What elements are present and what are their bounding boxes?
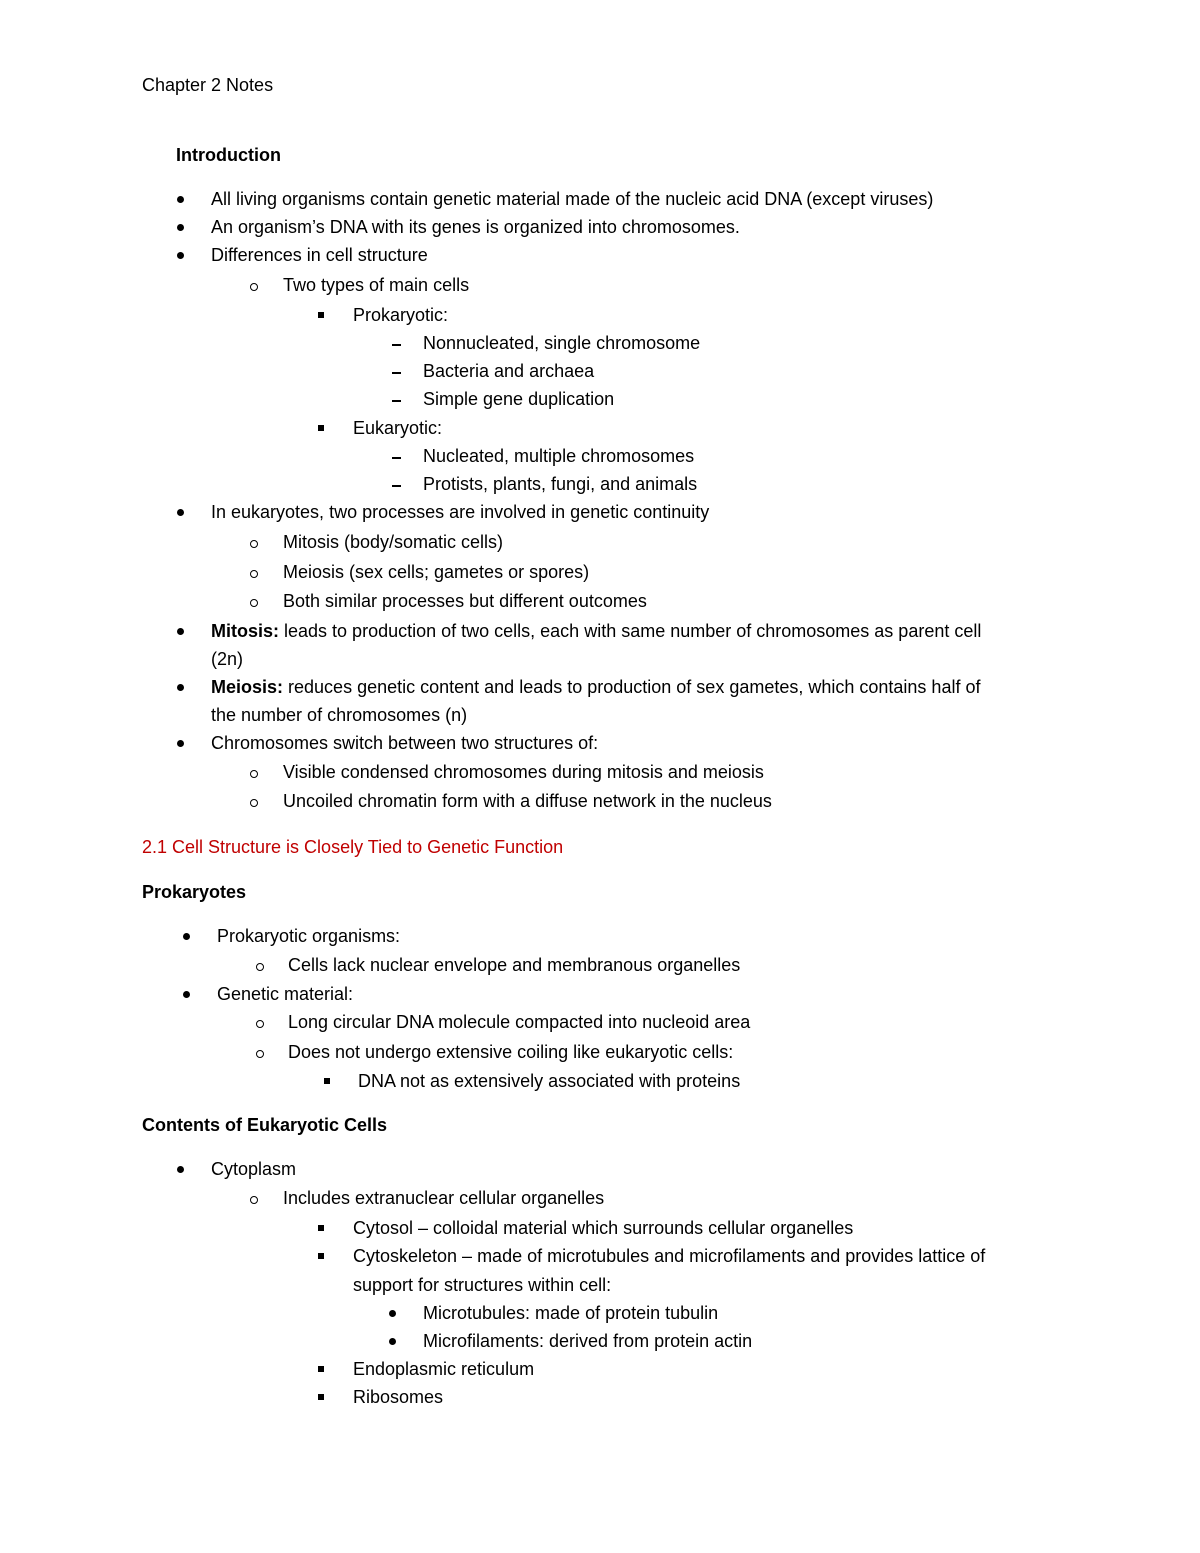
prokaryotes-bullet-2-sub-2: Does not undergo extensive coiling like eukaryotic cells: xyxy=(288,1042,734,1062)
bullet-dot xyxy=(177,252,184,259)
cytoskeleton-item: Cytoskeleton – made of microtubules and microfilaments and provides lattice of xyxy=(353,1246,986,1266)
meiosis-term: Meiosis: xyxy=(211,677,284,697)
prokaryotic-detail-3: Simple gene duplication xyxy=(423,389,615,409)
bullet-dash xyxy=(392,372,401,374)
ribosomes-item: Ribosomes xyxy=(353,1387,444,1407)
mitosis-term: Mitosis: xyxy=(211,621,280,641)
mitosis-bullet-cont: (2n) xyxy=(211,649,244,669)
prokaryotes-heading: Prokaryotes xyxy=(142,882,247,902)
endoplasmic-reticulum-item: Endoplasmic reticulum xyxy=(353,1359,535,1379)
cytoplasm-sub-1: Includes extranuclear cellular organelles xyxy=(283,1188,605,1208)
bullet-ring xyxy=(250,799,258,807)
intro-bullet-4-sub-1: Mitosis (body/somatic cells) xyxy=(283,532,504,552)
page-title: Chapter 2 Notes xyxy=(142,75,274,95)
eukaryotic-detail-2: Protists, plants, fungi, and animals xyxy=(423,474,698,494)
bullet-dot xyxy=(177,684,184,691)
meiosis-bullet xyxy=(211,676,980,698)
bullet-dash xyxy=(392,457,401,459)
bullet-dot xyxy=(183,991,190,998)
bullet-square xyxy=(318,1225,324,1231)
bullet-square xyxy=(318,1253,324,1259)
bullet-dash xyxy=(392,485,401,487)
intro-bullet-4-sub-3: Both similar processes but different outcomes xyxy=(283,591,647,611)
bullet-ring xyxy=(250,283,258,291)
intro-bullet-2: An organism’s DNA with its genes is organized into chromosomes. xyxy=(211,217,740,237)
prokaryotic-label: Prokaryotic: xyxy=(353,305,449,325)
bullet-dash xyxy=(392,344,401,346)
bullet-square xyxy=(318,1394,324,1400)
bullet-dot xyxy=(183,933,190,940)
meiosis-definition: reduces genetic content and leads to production of sex gametes, which contains half of xyxy=(283,677,981,697)
bullet-dot xyxy=(389,1338,396,1345)
section-heading: 2.1 Cell Structure is Closely Tied to Genetic Function xyxy=(142,837,564,857)
bullet-dot xyxy=(177,740,184,747)
prokaryotes-bullet-1: Prokaryotic organisms: xyxy=(217,926,401,946)
bullet-square xyxy=(318,425,324,431)
prokaryotic-detail-2: Bacteria and archaea xyxy=(423,361,595,381)
prokaryotes-bullet-2-sub-2-detail: DNA not as extensively associated with proteins xyxy=(358,1071,741,1091)
meiosis-bullet-cont: the number of chromosomes (n) xyxy=(211,705,468,725)
bullet-dot xyxy=(389,1310,396,1317)
bullet-ring xyxy=(256,1050,264,1058)
bullet-ring xyxy=(250,570,258,578)
intro-heading: Introduction xyxy=(176,145,281,165)
eukaryotic-detail-1: Nucleated, multiple chromosomes xyxy=(423,446,695,466)
bullet-ring xyxy=(256,1020,264,1028)
intro-bullet-3-sub-1: Two types of main cells xyxy=(283,275,470,295)
cytosol-item: Cytosol – colloidal material which surrounds cellular organelles xyxy=(353,1218,854,1238)
bullet-square xyxy=(324,1078,330,1084)
prokaryotes-bullet-2-sub-1: Long circular DNA molecule compacted into nucleoid area xyxy=(288,1012,751,1032)
intro-bullet-7: Chromosomes switch between two structures of: xyxy=(211,733,599,753)
bullet-dash xyxy=(392,400,401,402)
bullet-dot xyxy=(177,628,184,635)
cytoskeleton-item-cont: support for structures within cell: xyxy=(353,1275,612,1295)
prokaryotes-bullet-1-sub-1: Cells lack nuclear envelope and membranous organelles xyxy=(288,955,741,975)
bullet-dot xyxy=(177,1166,184,1173)
mitosis-bullet xyxy=(211,620,981,642)
intro-bullet-3: Differences in cell structure xyxy=(211,245,428,265)
bullet-ring xyxy=(250,599,258,607)
mitosis-definition: leads to production of two cells, each with same number of chromosomes as parent cell xyxy=(279,621,982,641)
prokaryotes-bullet-2: Genetic material: xyxy=(217,984,354,1004)
bullet-ring xyxy=(250,770,258,778)
cytoplasm-bullet: Cytoplasm xyxy=(211,1159,297,1179)
bullet-square xyxy=(318,312,324,318)
microtubules-item: Microtubules: made of protein tubulin xyxy=(423,1303,719,1323)
intro-bullet-7-sub-1: Visible condensed chromosomes during mitosis and meiosis xyxy=(283,762,764,782)
prokaryotic-detail-1: Nonnucleated, single chromosome xyxy=(423,333,701,353)
eukaryotic-label: Eukaryotic: xyxy=(353,418,443,438)
eukaryotic-contents-heading: Contents of Eukaryotic Cells xyxy=(142,1115,388,1135)
intro-bullet-4: In eukaryotes, two processes are involved in genetic continuity xyxy=(211,502,710,522)
bullet-dot xyxy=(177,509,184,516)
bullet-dot xyxy=(177,224,184,231)
bullet-ring xyxy=(256,963,264,971)
bullet-dot xyxy=(177,196,184,203)
bullet-ring xyxy=(250,540,258,548)
bullet-ring xyxy=(250,1196,258,1204)
microfilaments-item: Microfilaments: derived from protein actin xyxy=(423,1331,753,1351)
intro-bullet-4-sub-2: Meiosis (sex cells; gametes or spores) xyxy=(283,562,590,582)
bullet-square xyxy=(318,1366,324,1372)
intro-bullet-7-sub-2: Uncoiled chromatin form with a diffuse network in the nucleus xyxy=(283,791,772,811)
intro-bullet-1: All living organisms contain genetic material made of the nucleic acid DNA (except viruses) xyxy=(211,189,934,209)
